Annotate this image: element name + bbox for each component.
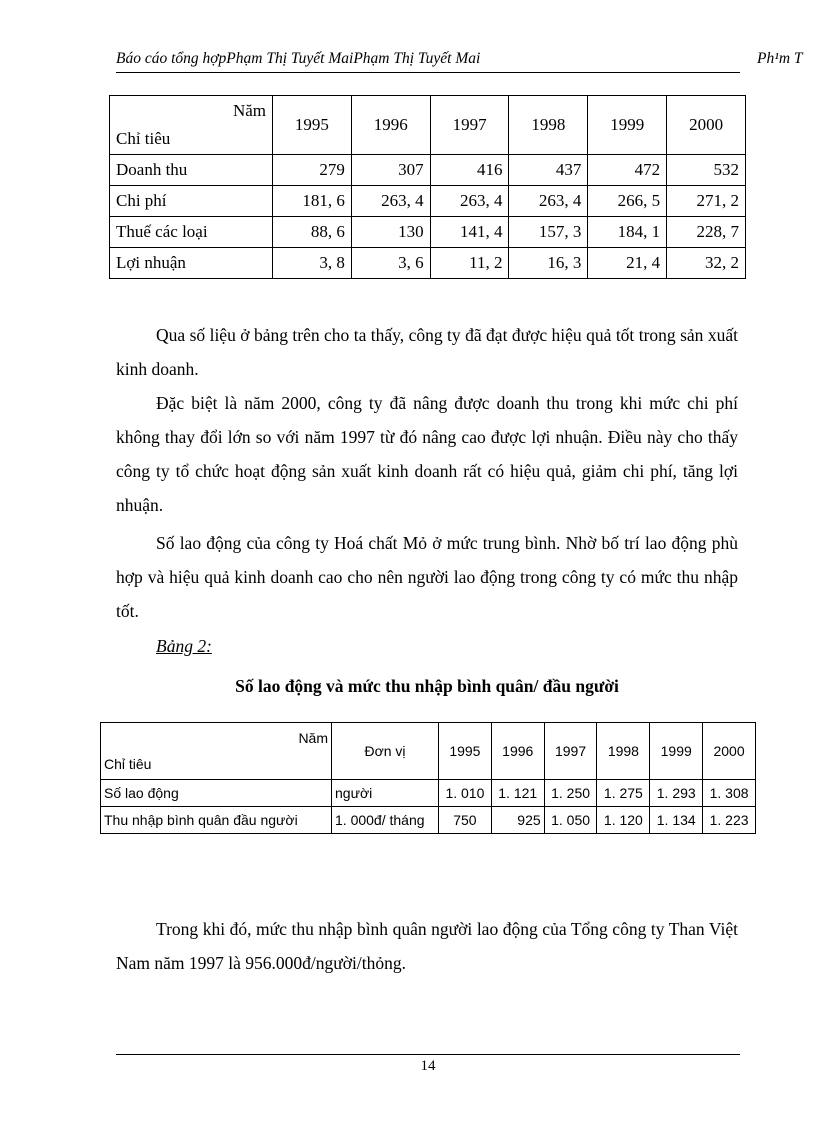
table-cell: 32, 2: [667, 248, 746, 279]
row-label: Lợi nhuận: [110, 248, 273, 279]
table-cell: 1. 120: [597, 807, 650, 834]
year-header: 2000: [703, 723, 756, 780]
table-cell: 1. 308: [703, 780, 756, 807]
table-cell: 21, 4: [588, 248, 667, 279]
footer-divider: [116, 1054, 740, 1055]
table-cell: 184, 1: [588, 217, 667, 248]
table-cell: 266, 5: [588, 186, 667, 217]
corner-indicator-label: Chỉ tiêu: [116, 129, 171, 148]
table-cell: 228, 7: [667, 217, 746, 248]
table-cell: 1. 050: [544, 807, 597, 834]
corner-year-label: Năm: [232, 101, 266, 120]
table-row: [110, 217, 746, 248]
year-header: 1998: [597, 723, 650, 780]
year-header: 2000: [667, 96, 746, 155]
table-cell: 1. 250: [544, 780, 597, 807]
table-cell: 279: [273, 155, 352, 186]
paragraph: Trong khi đó, mức thu nhập bình quân người lao động của Tổng công ty Than Việt Nam năm 1997 là 956.000đ/người/thỏng.: [116, 919, 738, 973]
paragraph: Số lao động của công ty Hoá chất Mỏ ở mức trung bình. Nhờ bố trí lao động phù hợp và hiệu quả kinh doanh cao cho nên người lao động trong công ty có mức thu nhập tốt.: [116, 533, 738, 621]
year-header: 1995: [273, 96, 352, 155]
table-row: [101, 807, 756, 834]
table-cell: 750: [439, 807, 492, 834]
year-header: 1996: [351, 96, 430, 155]
table-cell: 88, 6: [273, 217, 352, 248]
table-cell: 416: [430, 155, 509, 186]
table-cell: 3, 6: [351, 248, 430, 279]
table-row: [110, 186, 746, 217]
table-cell: 157, 3: [509, 217, 588, 248]
table-title: Số lao động và mức thu nhập bình quân/ đầu người: [235, 676, 619, 696]
unit-cell: 1. 000đ/ tháng: [332, 807, 439, 834]
table-cell: 1. 134: [650, 807, 703, 834]
unit-cell: người: [332, 780, 439, 807]
table-header-row: [101, 723, 756, 780]
year-header: 1999: [588, 96, 667, 155]
row-label: Thuế các loại: [110, 217, 273, 248]
labor-income-table: [100, 722, 756, 834]
table-cell: 263, 4: [430, 186, 509, 217]
year-header: 1995: [439, 723, 492, 780]
financial-table: [109, 95, 746, 279]
table-caption: Bảng 2:: [156, 636, 212, 656]
unit-header: Đơn vị: [332, 723, 439, 780]
table-cell: 437: [509, 155, 588, 186]
corner-cell: [110, 96, 273, 155]
year-header: 1999: [650, 723, 703, 780]
row-label: Thu nhập bình quân đầu người: [101, 807, 332, 834]
header-title: Báo cáo tổng hợpPhạm Thị Tuyết MaiPhạm Thị Tuyết Mai: [116, 50, 481, 67]
table-cell: 1. 223: [703, 807, 756, 834]
corner-year-label: Năm: [298, 730, 328, 746]
table-row: [101, 780, 756, 807]
header-right-text: Ph¹m T: [757, 50, 803, 67]
table-row: [110, 248, 746, 279]
table-cell: 307: [351, 155, 430, 186]
year-header: 1996: [491, 723, 544, 780]
table-cell: 1. 275: [597, 780, 650, 807]
table-cell: 472: [588, 155, 667, 186]
table-cell: 181, 6: [273, 186, 352, 217]
page-header: [116, 50, 740, 73]
table-cell: 130: [351, 217, 430, 248]
table-cell: 263, 4: [509, 186, 588, 217]
table-cell: 1. 010: [439, 780, 492, 807]
table-cell: 1. 293: [650, 780, 703, 807]
table-cell: 16, 3: [509, 248, 588, 279]
table-cell: 271, 2: [667, 186, 746, 217]
table-cell: 925: [491, 807, 544, 834]
row-label: Chi phí: [110, 186, 273, 217]
year-header: 1997: [544, 723, 597, 780]
row-label: Doanh thu: [110, 155, 273, 186]
table-header-row: [110, 96, 746, 155]
year-header: 1997: [430, 96, 509, 155]
paragraph: Qua số liệu ở bảng trên cho ta thấy, công ty đã đạt được hiệu quả tốt trong sản xuất kinh doanh.: [116, 325, 738, 379]
table-cell: 263, 4: [351, 186, 430, 217]
row-label: Số lao động: [101, 780, 332, 807]
corner-cell: [101, 723, 332, 780]
table-cell: 1. 121: [491, 780, 544, 807]
table-cell: 141, 4: [430, 217, 509, 248]
paragraph: Đặc biệt là năm 2000, công ty đã nâng được doanh thu trong khi mức chi phí không thay đổi lớn so với năm 1997 từ đó nâng cao được lợi nhuận. Điều này cho thấy công ty tổ chức hoạt động sản xuất kinh doanh rất có hiệu quả, giảm chi phí, tăng lợi nhuận.: [116, 393, 738, 515]
table-cell: 11, 2: [430, 248, 509, 279]
table-cell: 3, 8: [273, 248, 352, 279]
page-number: 14: [420, 1058, 436, 1074]
corner-indicator-label: Chỉ tiêu: [104, 756, 152, 772]
table-row: [110, 155, 746, 186]
year-header: 1998: [509, 96, 588, 155]
table-cell: 532: [667, 155, 746, 186]
